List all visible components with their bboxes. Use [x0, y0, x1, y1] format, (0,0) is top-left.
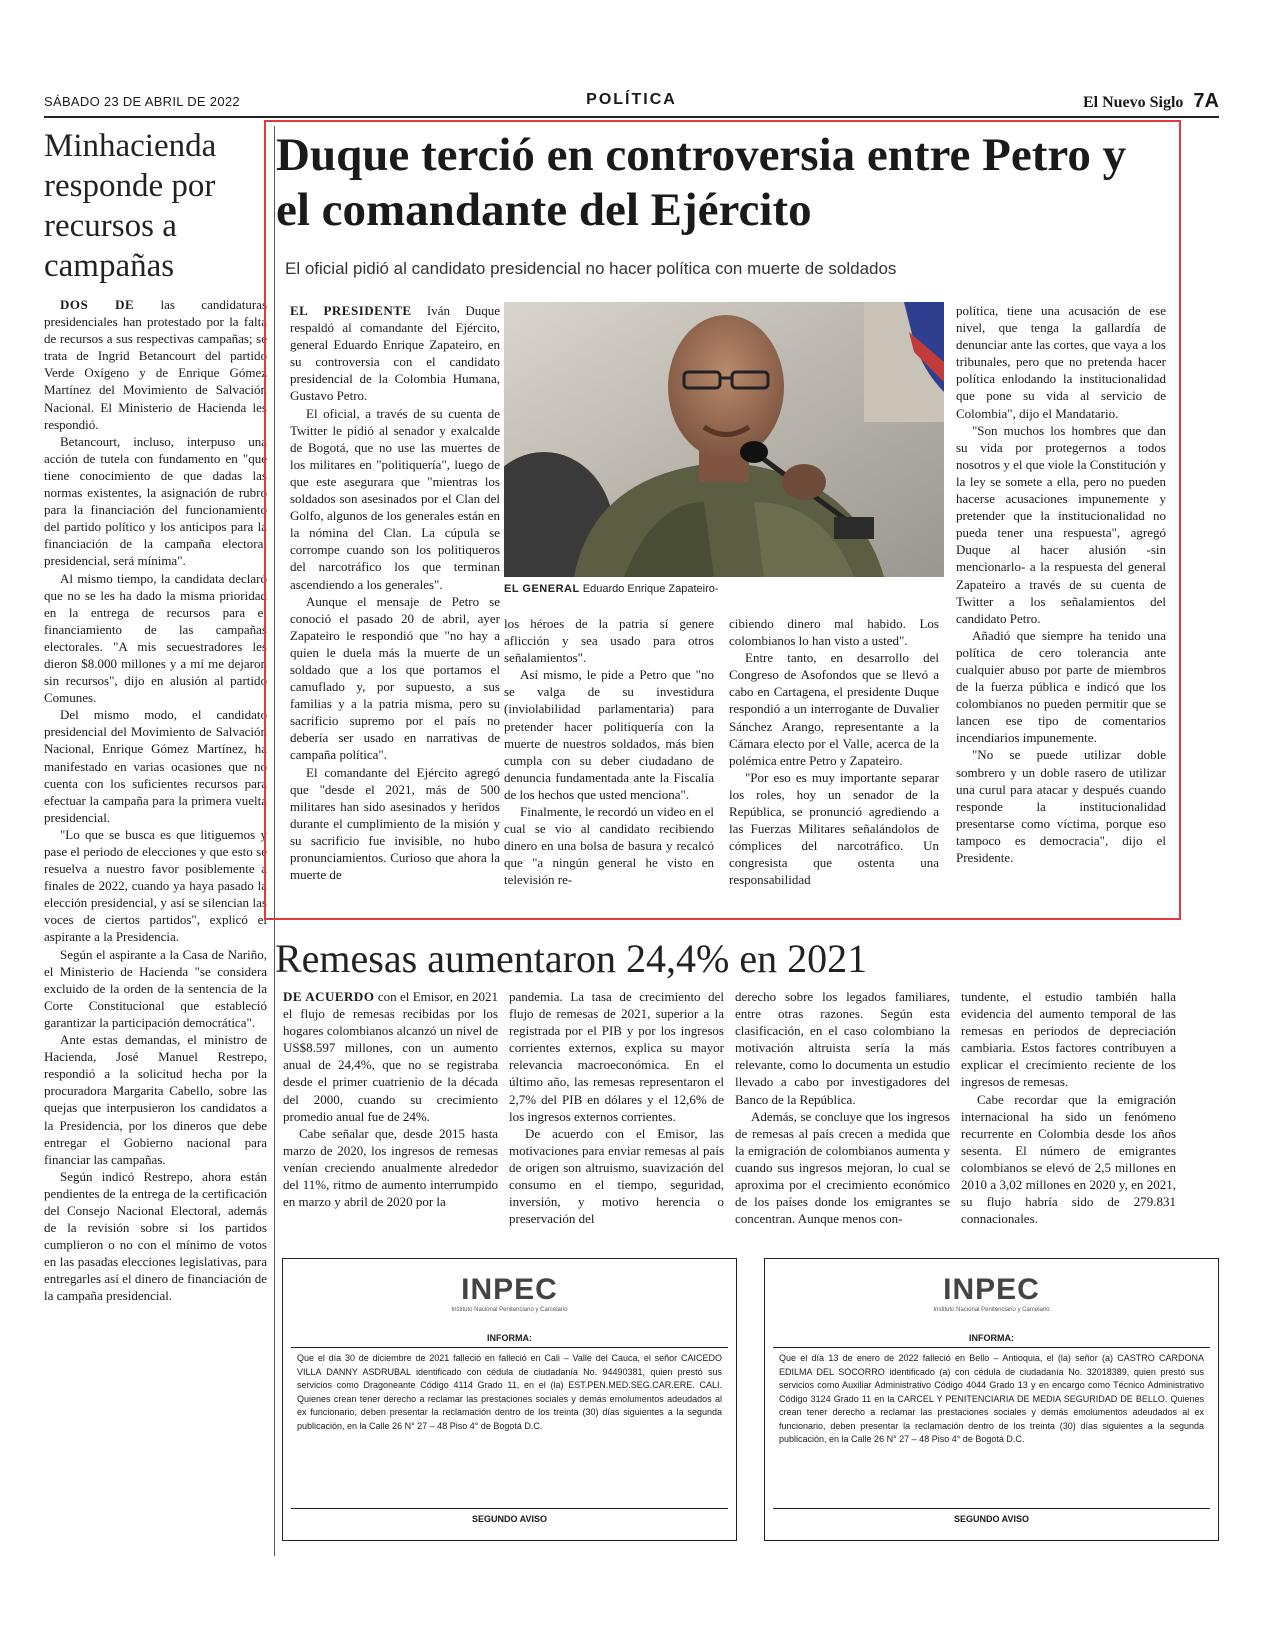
left-article-headline: Minhacienda responde por recursos a campañas: [44, 128, 217, 284]
masthead: [1083, 90, 1219, 113]
remesas-column-2: [509, 988, 724, 1243]
paragraph: El comandante del Ejército agregó que "desde el 2021, más de 500 militares han sido asesinados y heridos durante el cumplimiento de la misión y su sacrificio fue invisible, no hubo pronunciamientos. Curioso que ahora la muerte de: [290, 764, 500, 883]
paragraph: Betancourt, incluso, interpuso una acción de tutela con fundamento en "que tiene conocimiento de que dadas las normas existentes, la asignación de rubro para la financiación del funcionamiento del partido político y los anticipos para la financiación de la campaña electoral presidencial, será mínima".: [44, 433, 267, 569]
feature-column-2: [504, 615, 714, 905]
photo-caption: [504, 583, 944, 595]
notice-informa: INFORMA:: [487, 1333, 532, 1343]
left-article-lead: DOS DE: [60, 297, 135, 312]
inpec-logo-text: INPEC: [943, 1273, 1040, 1306]
notice-footer: SEGUNDO AVISO: [773, 1508, 1210, 1532]
header-rule: [44, 116, 1219, 118]
general-photo: [504, 302, 944, 577]
inpec-notice-1: [282, 1258, 737, 1541]
notice-body: Que el día 30 de diciembre de 2021 falleció en falleció en Cali – Valle del Cauca, el señor CAICEDO VILLA DANNY ASDRUBAL identificado con cédula de ciudadanía No. 94490381, quien prestó sus servicios como Dragoneante Código 4114 Grado 11, en el (la) EST.PEN.MED.SEG.CAR.ERE. CALI. Quienes crean tener derecho a reclamar las prestaciones sociales y demás emolumentos adeudados al ex funcionario, deben presentar la reclamación dentro de los treinta (30) días siguientes a la segunda publicación, en la Calle 26 N° 27 – 48 Piso 4° de Bogotá D.C.: [297, 1353, 722, 1431]
feature-subhead: El oficial pidió al candidato presidencial no hacer política con muerte de soldados: [285, 259, 897, 278]
left-article: [44, 126, 267, 1546]
paragraph: "Lo que se busca es que litiguemos y pase el periodo de elecciones y que esto se resuelva a nuestro favor posiblemente a finales de 2022, cuando ya haya pasado la elección presidencial, y así se silencian las voces de ciertos partidos", explicó el aspirante a la Presidencia.: [44, 826, 267, 945]
inpec-notice-2: [764, 1258, 1219, 1541]
paragraph: "Son muchos los hombres que dan su vida por protegernos a todos nosotros y el que viole la Constitución y la ley se somete a ella, pero no pueden hacerse acusaciones impunemente y pretender que la institucionalidad no pueda tener una respuesta", agregó Duque al hacer alusión -sin mencionarlo- a la respuesta del general Zapateiro a través de su cuenta de Twitter a los señalamientos del candidato Petro.: [956, 422, 1166, 626]
notice-footer: SEGUNDO AVISO: [291, 1508, 728, 1532]
paragraph: Ante estas demandas, el ministro de Hacienda, José Manuel Restrepo, respondió a la solicitud hecha por la procuradora Margarita Cabello, sobre las quejas que interpusieron los candidatos a la Presidencia, por los dineros que debe entregar el Gobierno nacional para financiar las campañas.: [44, 1032, 267, 1167]
paragraph: derecho sobre los legados familiares, entre otras razones. Según esta clasificación, en el caso colombiano la motivación altruista sería la más relevante, como lo documenta un estudio llevado a cabo por investigadores del Banco de la República.: [735, 989, 950, 1107]
paragraph: política, tiene una acusación de ese nivel, que tenga la gallardía de denunciar ante las cortes, que vaya a los tribunales, pero que no pretenda hacer política enlodando la institucionalidad que pone su vida al servicio de Colombia", dijo el Mandatario.: [956, 303, 1166, 421]
paragraph: Así mismo, le pide a Petro que "no se valga de su investidura (inviolabilidad parlamentaria) para pretender hacer politiquería con la muerte de nuestros soldados, más bien cumpla con su deber ciudadano de denuncia fundamentada ante la Fiscalía de los hechos que usted menciona".: [504, 667, 714, 802]
notice-rule: [773, 1347, 1210, 1348]
left-article-body: [44, 296, 267, 1305]
feature-column-3: [729, 615, 939, 905]
paragraph: Cabe recordar que la emigración internacional ha sido un fenómeno recurrente en Colombia desde los años sesenta. El número de emigrantes colombianos se elevó de 2,5 millones en 2010 a 3,02 millones en 2020 y, en 2021, su flujo habría sido de 279.831 connacionales.: [961, 1091, 1176, 1227]
inpec-logo: [283, 1273, 736, 1313]
notice-informa: INFORMA:: [969, 1333, 1014, 1343]
inpec-logo-subtitle: Instituto Nacional Penitenciario y Carcelario: [933, 1307, 1050, 1313]
remesas-headline: Remesas aumentaron 24,4% en 2021: [275, 936, 868, 981]
general-photo-image: [504, 302, 944, 577]
paragraph: Iván Duque respaldó al comandante del Ejército, general Eduardo Enrique Zapateiro, en su controversia con el candidato presidencial de la Colombia Humana, Gustavo Petro.: [290, 303, 500, 404]
inpec-logo-text: INPEC: [461, 1273, 558, 1306]
inpec-logo-subtitle: Instituto Nacional Penitenciario y Carcelario: [451, 1307, 568, 1313]
paragraph: "Por eso es muy importante separar los roles, hoy un senador de la República, se pronunció agrediendo a las Fuerzas Militares señalándolos de cómplices del narcotráfico. Un congresista que ostenta una responsabilidad: [729, 769, 939, 888]
paragraph: los héroes de la patria sí genere aflicción y sea usado para otros señalamientos".: [504, 616, 714, 666]
paragraph: Según indicó Restrepo, ahora están pendientes de la entrega de la certificación del Consejo Nacional Electoral, además de la revisión sobre si los partidos cumplieron o no con el mínimo de votos en las pasadas elecciones legislativas, para entregarles así el dinero de financiación de la campaña presidencial.: [44, 1168, 267, 1304]
remesas-column-4: [961, 988, 1176, 1243]
notice-rule: [291, 1347, 728, 1348]
caption-text: Eduardo Enrique Zapateiro-: [582, 583, 719, 595]
paragraph: con el Emisor, en 2021 el flujo de remesas recibidas por los hogares colombianos alcanzó un nivel de US$8.597 millones, con un aumento anual de 24,4%, que no se registraba desde el primer cuatrienio de la década del 2000, cuando su crecimiento promedio anual fue de 24%.: [283, 989, 498, 1124]
paragraph: Entre tanto, en desarrollo del Congreso de Asofondos que se llevó a cabo en Cartagena, el presidente Duque respondió a un interrogante de Duvalier Sánchez Arango, representante a la Cámara electo por el Valle, acerca de la polémica entre Petro y Zapateiro.: [729, 650, 939, 768]
page-header: [44, 90, 1219, 114]
paragraph: Aunque el mensaje de Petro se conoció el pasado 20 de abril, ayer Zapateiro le respondió que "no hay a quien le duela más la muerte de un soldado que a los que portamos el camuflado y, por supuesto, a sus familias y a la patria misma, pero su sacrificio supremo por el país no debería ser usado en narrativas de campaña política".: [290, 593, 500, 763]
notice-body: Que el día 13 de enero de 2022 falleció en Bello – Antioquia, el (la) señor (a) CASTRO CARDONA EDILMA DEL SOCORRO identificado (a) con cédula de ciudadanía No. 32018389, quien prestó sus servicios como Auxiliar Administrativo Código 4044 Grado 13 y en encargo como Técnico Administrativo Código 3124 Grado 11 en la CARCEL Y PENITENCIARIA DE MEDIA SEGURIDAD DE BELLO. Quienes crean tener derecho a reclamar las prestaciones sociales y demás emolumentos adeudados al ex funcionario, deben presentar la reclamación dentro de los treinta (30) días siguientes a la segunda publicación, en la Calle 26 N° 27 – 48 Piso 4° de Bogotá D.C.: [779, 1353, 1204, 1444]
paragraph: De acuerdo con el Emisor, las motivaciones para enviar remesas al país de origen son altruismo, suavización del consumo en el tiempo, seguridad, inversión, y motivo herencia o preservación del: [509, 1125, 724, 1227]
paragraph: pandemia. La tasa de crecimiento del flujo de remesas de 2021, superior a la registrada por el PIB y por los ingresos corrientes externos, explica su mayor relevancia macroeconómica. En el último año, las remesas representaron el 2,7% del PIB en dólares y el 12,6% de los ingresos externos corrientes.: [509, 989, 724, 1124]
remesas-lead: DE ACUERDO: [283, 989, 375, 1004]
paragraph: Al mismo tiempo, la candidata declaró que no se les ha dado la misma prioridad en la entrega de recursos para el financiamiento de las campañas electorales. "A mis secuestradores les dieron $8.000 millones y a mí me dejaron sin recursos", dijo en alusión al partido Comunes.: [44, 570, 267, 706]
paragraph: El oficial, a través de su cuenta de Twitter le pidió al senador y exalcalde de Bogotá, que no use las muertes de los militares en "politiquería", luego de que este asegurara que "mientras los soldados son asesinados por el Clan del Golfo, algunos de los generales están en la nómina del Clan. La cúpula se corrompe cuando son los politiqueros del narcotráfico los que terminan ascendiendo a los generales".: [290, 405, 500, 592]
paragraph: Del mismo modo, el candidato presidencial del Movimiento de Salvación Nacional, Enrique Gómez Martínez, ha manifestado en varias ocasiones que no cuenta con los suficientes recursos para efectuar la campaña para la primera vuelta presidencial.: [44, 707, 267, 825]
caption-label: EL GENERAL: [504, 583, 580, 595]
paragraph: Cabe señalar que, desde 2015 hasta marzo de 2020, los ingresos de remesas venían creciendo anualmente alrededor del 11%, ritmo de aumento interrumpido en marzo y abril de 2020 por la: [283, 1125, 498, 1210]
paragraph: Según el aspirante a la Casa de Nariño, el Ministerio de Hacienda "se considera excluido de la orden de la sentencia de la Corte Constitucional que estableció garantizar la participación democrática".: [44, 946, 267, 1030]
section-name: POLÍTICA: [586, 91, 677, 108]
paragraph: cibiendo dinero mal habido. Los colombianos lo han visto a usted".: [729, 616, 939, 649]
paragraph: Además, se concluye que los ingresos de remesas al país crecen a medida que la emigración de colombianos aumenta y cuando sus ingresos mejoran, lo cual se aproxima por el crecimiento económico de los países donde los emigrantes se concentran. Aunque menos con-: [735, 1108, 950, 1227]
remesas-column-1: [283, 988, 498, 1243]
page-number: 7A: [1193, 90, 1219, 112]
paragraph: tundente, el estudio también halla evidencia del aumento temporal de las remesas en periodos de depreciación cambiaria. Estos factores contribuyen a explicar el crecimiento reciente de los ingresos de remesas.: [961, 989, 1176, 1090]
feature-column-4: [956, 302, 1166, 907]
paragraph: "No se puede utilizar doble sombrero y un doble rasero de utilizar una curul para atacar y después cuando responde la institucionalidad presentarse como víctima, porque eso tampoco es democracia", dijo el Presidente.: [956, 747, 1166, 865]
paragraph: las candidaturas presidenciales han protestado por la falta de recursos a sus respectivas campañas; se trata de Ingrid Betancourt del partido Verde Oxígeno y de Enrique Gómez Martínez del Movimiento de Salvación Nacional. El Ministerio de Hacienda les respondió.: [44, 297, 267, 432]
feature-lead: EL PRESIDENTE: [290, 303, 412, 318]
publication-name: El Nuevo Siglo: [1082, 94, 1184, 111]
feature-headline: Duque terció en controversia entre Petro y el comandante del Ejército: [276, 129, 1127, 236]
remesas-column-3: [735, 988, 950, 1243]
paragraph: Finalmente, le recordó un video en el cual se vio al candidato recibiendo dinero en una bolsa de basura y recalcó que "a ningún general he visto en televisión re-: [504, 804, 714, 888]
paragraph: Añadió que siempre ha tenido una política de cero tolerancia ante cualquier abuso por parte de miembros de la fuerza pública e indicó que los colombianos no pueden permitir que se lancen ese tipo de comentarios incendiarios impunemente.: [956, 627, 1166, 746]
issue-date: SÁBADO 23 DE ABRIL DE 2022: [44, 94, 240, 109]
feature-column-1: [290, 302, 500, 902]
feature-article: [264, 120, 1181, 920]
inpec-logo: [765, 1273, 1218, 1313]
